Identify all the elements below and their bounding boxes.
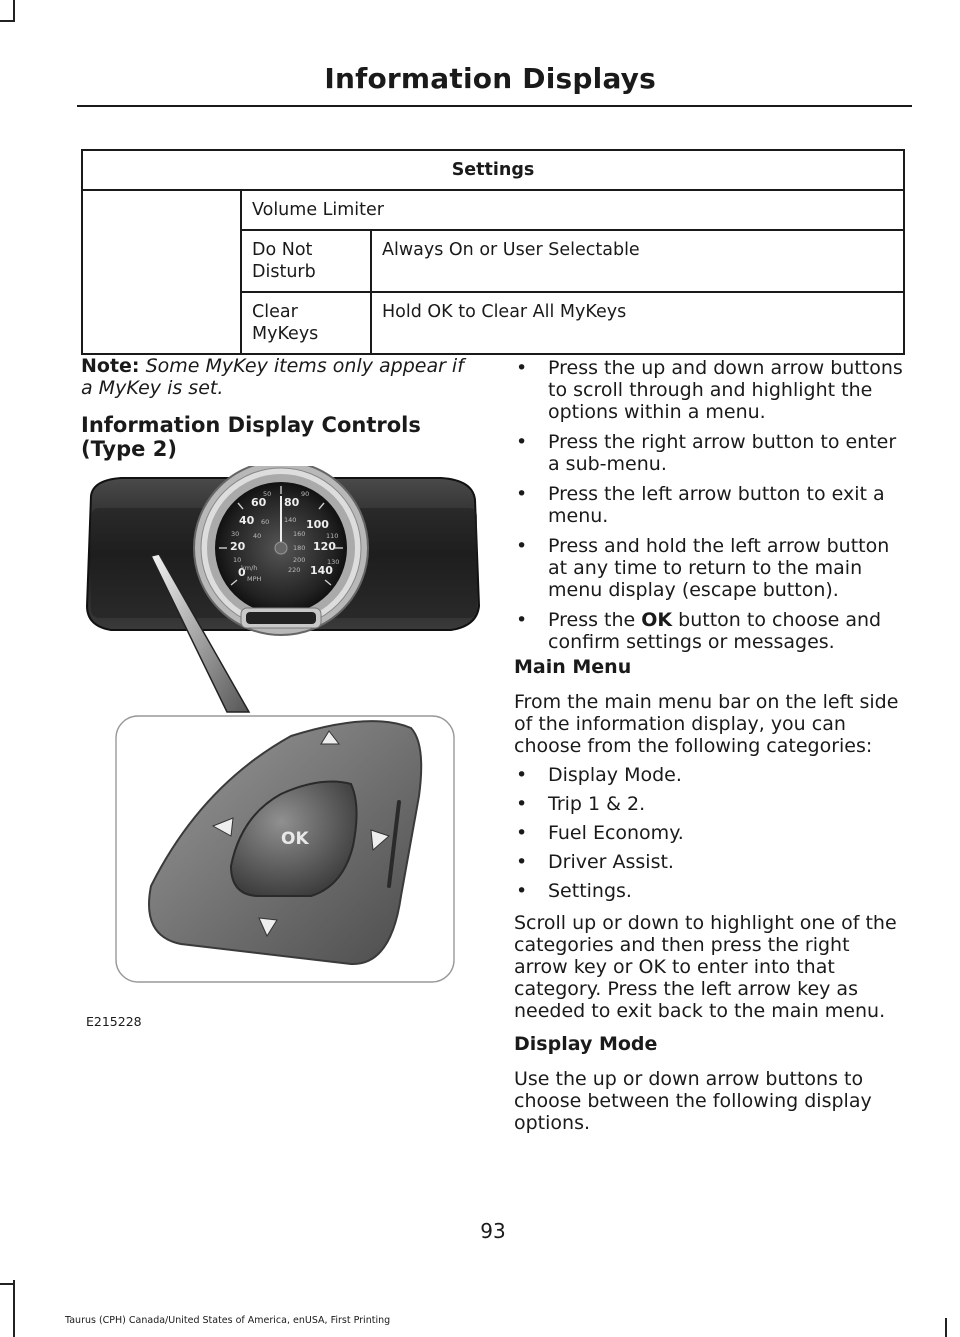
page-title: Information Displays [324,62,656,95]
gauge-label: 80 [284,496,300,509]
crop-mark [13,1280,15,1337]
crop-mark [0,20,14,22]
footer: Taurus (CPH) Canada/United States of America, enUSA, First Printing [65,1315,391,1326]
list-item: • Press the up and down arrow buttons to scroll through and highlight the options within a menu. [516,357,903,423]
menu-category-list [514,764,909,902]
table-cell: Volume Limiter [241,190,904,230]
table-cell: Clear MyKeys [241,292,371,354]
list-item: • Press the OK button to choose and confirm settings or messages. [516,609,882,653]
list-item: • Driver Assist. [516,851,674,873]
main-menu-intro: From the main menu bar on the left side of the information display, you can choose from the following categories: [514,691,899,757]
svg-text:km/h: km/h [241,564,258,572]
svg-text:160: 160 [293,530,306,538]
svg-text:200: 200 [293,556,306,564]
gauge-label: 20 [230,540,246,553]
crop-mark [945,1318,947,1337]
table-cell: Always On or User Selectable [371,230,904,292]
svg-text:140: 140 [284,516,297,524]
list-item: • Press the right arrow button to enter a sub-menu. [516,431,897,475]
table-header-row [82,150,904,190]
section-heading: Information Display Controls (Type 2) [81,413,421,461]
gauge-label: 100 [306,518,329,531]
display-mode-text: Use the up or down arrow buttons to choose between the following display options. [514,1068,872,1134]
main-menu-heading: Main Menu [514,656,632,678]
list-item: • Settings. [516,880,632,902]
display-mode-heading: Display Mode [514,1033,658,1055]
list-item: • Trip 1 & 2. [516,793,646,815]
svg-text:90: 90 [301,490,310,498]
list-item: • Press and hold the left arrow button at any time to return to the main menu display (escape button). [516,535,890,601]
gauge-label: 60 [251,496,267,509]
page-number: 93 [480,1219,506,1243]
svg-text:40: 40 [253,532,262,540]
svg-text:60: 60 [261,518,270,526]
svg-text:180: 180 [293,544,306,552]
svg-text:110: 110 [326,532,339,540]
svg-text:10: 10 [233,556,242,564]
settings-table [81,149,905,355]
note-label: Note: [81,355,140,377]
svg-text:MPH: MPH [247,575,262,583]
svg-text:50: 50 [263,490,272,498]
table-row [82,190,904,230]
control-bullets [514,357,909,653]
table-cell-empty [82,190,241,354]
controls-illustration [81,466,481,1046]
gauge-label: 0 [238,566,246,579]
list-item: • Display Mode. [516,764,682,786]
table-header: Settings [82,150,904,190]
crop-mark [13,0,15,22]
gauge-label: 140 [310,564,333,577]
main-menu-outro: Scroll up or down to highlight one of the categories and then press the right arrow key or OK to enter into that category. Press the left arrow key as needed to exit back to the main menu. [514,912,897,1022]
table-cell: Hold OK to Clear All MyKeys [371,292,904,354]
note [81,355,476,399]
list-item: • Press the left arrow button to exit a menu. [516,483,885,527]
gauge-label: 40 [239,514,255,527]
table-cell: Do Not Disturb [241,230,371,292]
ok-label: OK [281,829,309,849]
crop-mark [0,1283,14,1285]
svg-text:30: 30 [231,530,240,538]
header-rule [77,105,912,107]
note-text: Some MyKey items only appear if a MyKey is set. [81,355,464,399]
svg-text:220: 220 [288,566,301,574]
list-item: • Fuel Economy. [516,822,684,844]
gauge-label: 120 [313,540,336,553]
figure-code: E215228 [86,1014,142,1029]
svg-text:130: 130 [327,558,340,566]
